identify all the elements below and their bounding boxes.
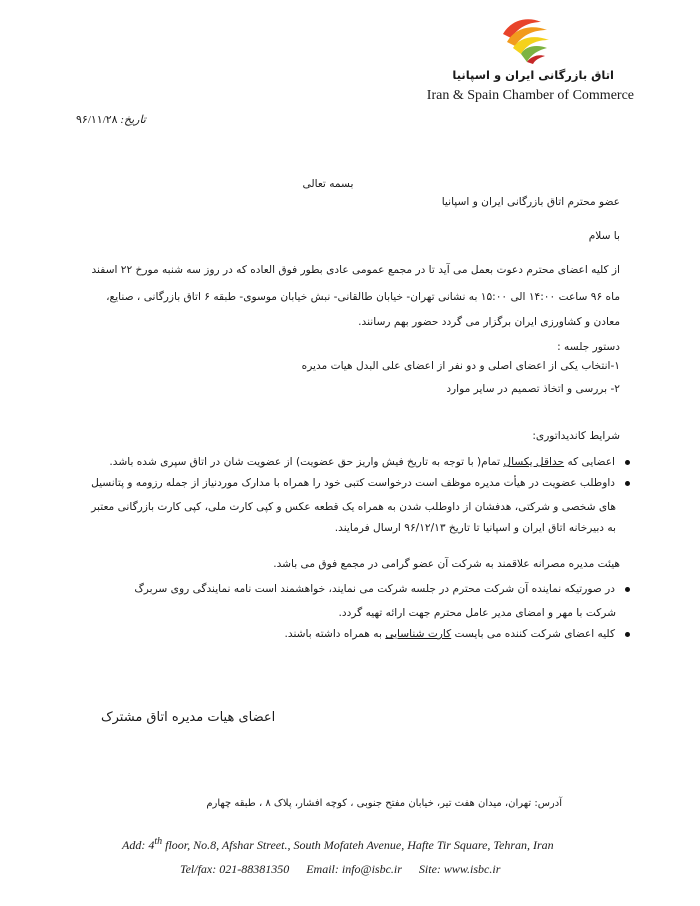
signature-text: اعضای هیات مدیره اتاق مشترک: [101, 710, 276, 725]
bullet-icon: [625, 632, 630, 637]
footer-contact: [180, 862, 500, 877]
condition-1: [109, 456, 630, 468]
address-en-prefix: Add: 4: [122, 838, 155, 852]
org-name-en: Iran & Spain Chamber of Commerce: [426, 88, 634, 103]
intro-line-1: از کلیه اعضای محترم دعوت بعمل می آید تا در مجمع عمومی عادی بطور فوق العاده که در روز سه شنبه مورخ ۲۲ اسفند: [91, 264, 620, 276]
address-en-rest: floor, No.8, Afshar Street., South Mofateh Avenue, Hafte Tir Square, Tehran, Iran: [162, 838, 554, 852]
note-2-underlined: کارت شناسایی: [385, 628, 452, 640]
address-en-sup: th: [154, 836, 163, 847]
signature: [0, 706, 700, 725]
letter-heading: [0, 178, 700, 190]
condition-1-underlined: حداقل یکسال: [503, 456, 565, 468]
bullet-icon: [625, 460, 630, 465]
bullet-icon: [625, 587, 630, 592]
greeting: با سلام: [588, 230, 620, 242]
org-name-fa: اتاق بازرگانی ایران و اسپانیا: [452, 68, 614, 82]
condition-1-before: اعضایی که: [564, 456, 615, 468]
footer-site[interactable]: Site: www.isbc.ir: [418, 862, 501, 876]
condition-2-line-1: [91, 477, 630, 489]
footer-telfax: Tel/fax: 021-88381350: [180, 862, 290, 876]
condition-2-text-1: داوطلب عضویت در هیأت مدیره موظف است درخواست کتبی خود را همراه با مدارک موردنیاز از جمله رزومه و پتانسیل: [91, 477, 615, 489]
note-1-text-1: در صورتیکه نماینده آن شرکت محترم در جلسه شرکت می نمایند، خواهشمند است نامه نمایندگی روی سربرگ: [134, 583, 615, 595]
intro-line-2: ماه ۹۶ ساعت ۱۴:۰۰ الی ۱۵:۰۰ به نشانی تهران- خیابان طالقانی- نبش خیابان موسوی- طبقه ۶ اتاق بازرگانی ، صنایع،: [106, 291, 620, 303]
footer-email[interactable]: Email: info@isbc.ir: [306, 862, 402, 876]
date-value: ۹۶/۱۱/۲۸: [76, 114, 118, 126]
note-1-line-1: [134, 583, 630, 595]
letter-date: [76, 113, 146, 126]
note-1-line-2: شرکت با مهر و امضای مدیر عامل محترم جهت ارائه تهیه گردد.: [338, 607, 616, 619]
agenda-title: دستور جلسه :: [557, 341, 620, 353]
note-2-before: کلیه اعضای شرکت کننده می بایست: [451, 628, 615, 640]
condition-1-after: تمام( با توجه به تاریخ فیش واریز حق عضویت) از عضویت شان در اتاق سپری شده باشد.: [109, 456, 504, 468]
agenda-item-1: ۱-انتخاب یکی از اعضای اصلی و دو نفر از اعضای علی البدل هیات مدیره: [301, 360, 620, 372]
bullet-icon: [625, 481, 630, 486]
heading-text: بسمه تعالی: [302, 178, 354, 190]
condition-2-line-3: به دبیرخانه اتاق ایران و اسپانیا تا تاریخ ۹۶/۱۲/۱۳ ارسال فرمایند.: [334, 522, 616, 534]
footer-address-fa: آدرس: تهران، میدان هفت تیر، خیابان مفتح جنوبی ، کوچه افشار، پلاک ۸ ، طبقه چهارم: [206, 798, 562, 809]
conditions-title: شرایط کاندیداتوری:: [532, 430, 620, 442]
agenda-item-2: ۲- بررسی و اتخاذ تصمیم در سایر موارد: [446, 383, 620, 395]
board-note: هیئت مدیره مصرانه علاقمند به شرکت آن عضو گرامی در مجمع فوق می باشد.: [273, 558, 620, 570]
date-label: تاریخ:: [120, 114, 146, 126]
recipient: عضو محترم اتاق بازرگانی ایران و اسپانیا: [441, 196, 620, 208]
note-2: [285, 628, 630, 640]
chamber-logo: [497, 14, 551, 66]
note-2-after: به همراه داشته باشند.: [284, 628, 386, 640]
condition-2-line-2: های شخصی و شرکتی، هدفشان از داوطلب شدن به همراه یک قطعه عکس و کپی کارت ملی، کپی کارت بازرگانی معتبر: [91, 501, 616, 513]
intro-line-3: معادن و کشاورزی ایران برگزار می گردد حضور بهم رسانند.: [358, 316, 620, 328]
footer-address-en: [122, 836, 554, 853]
